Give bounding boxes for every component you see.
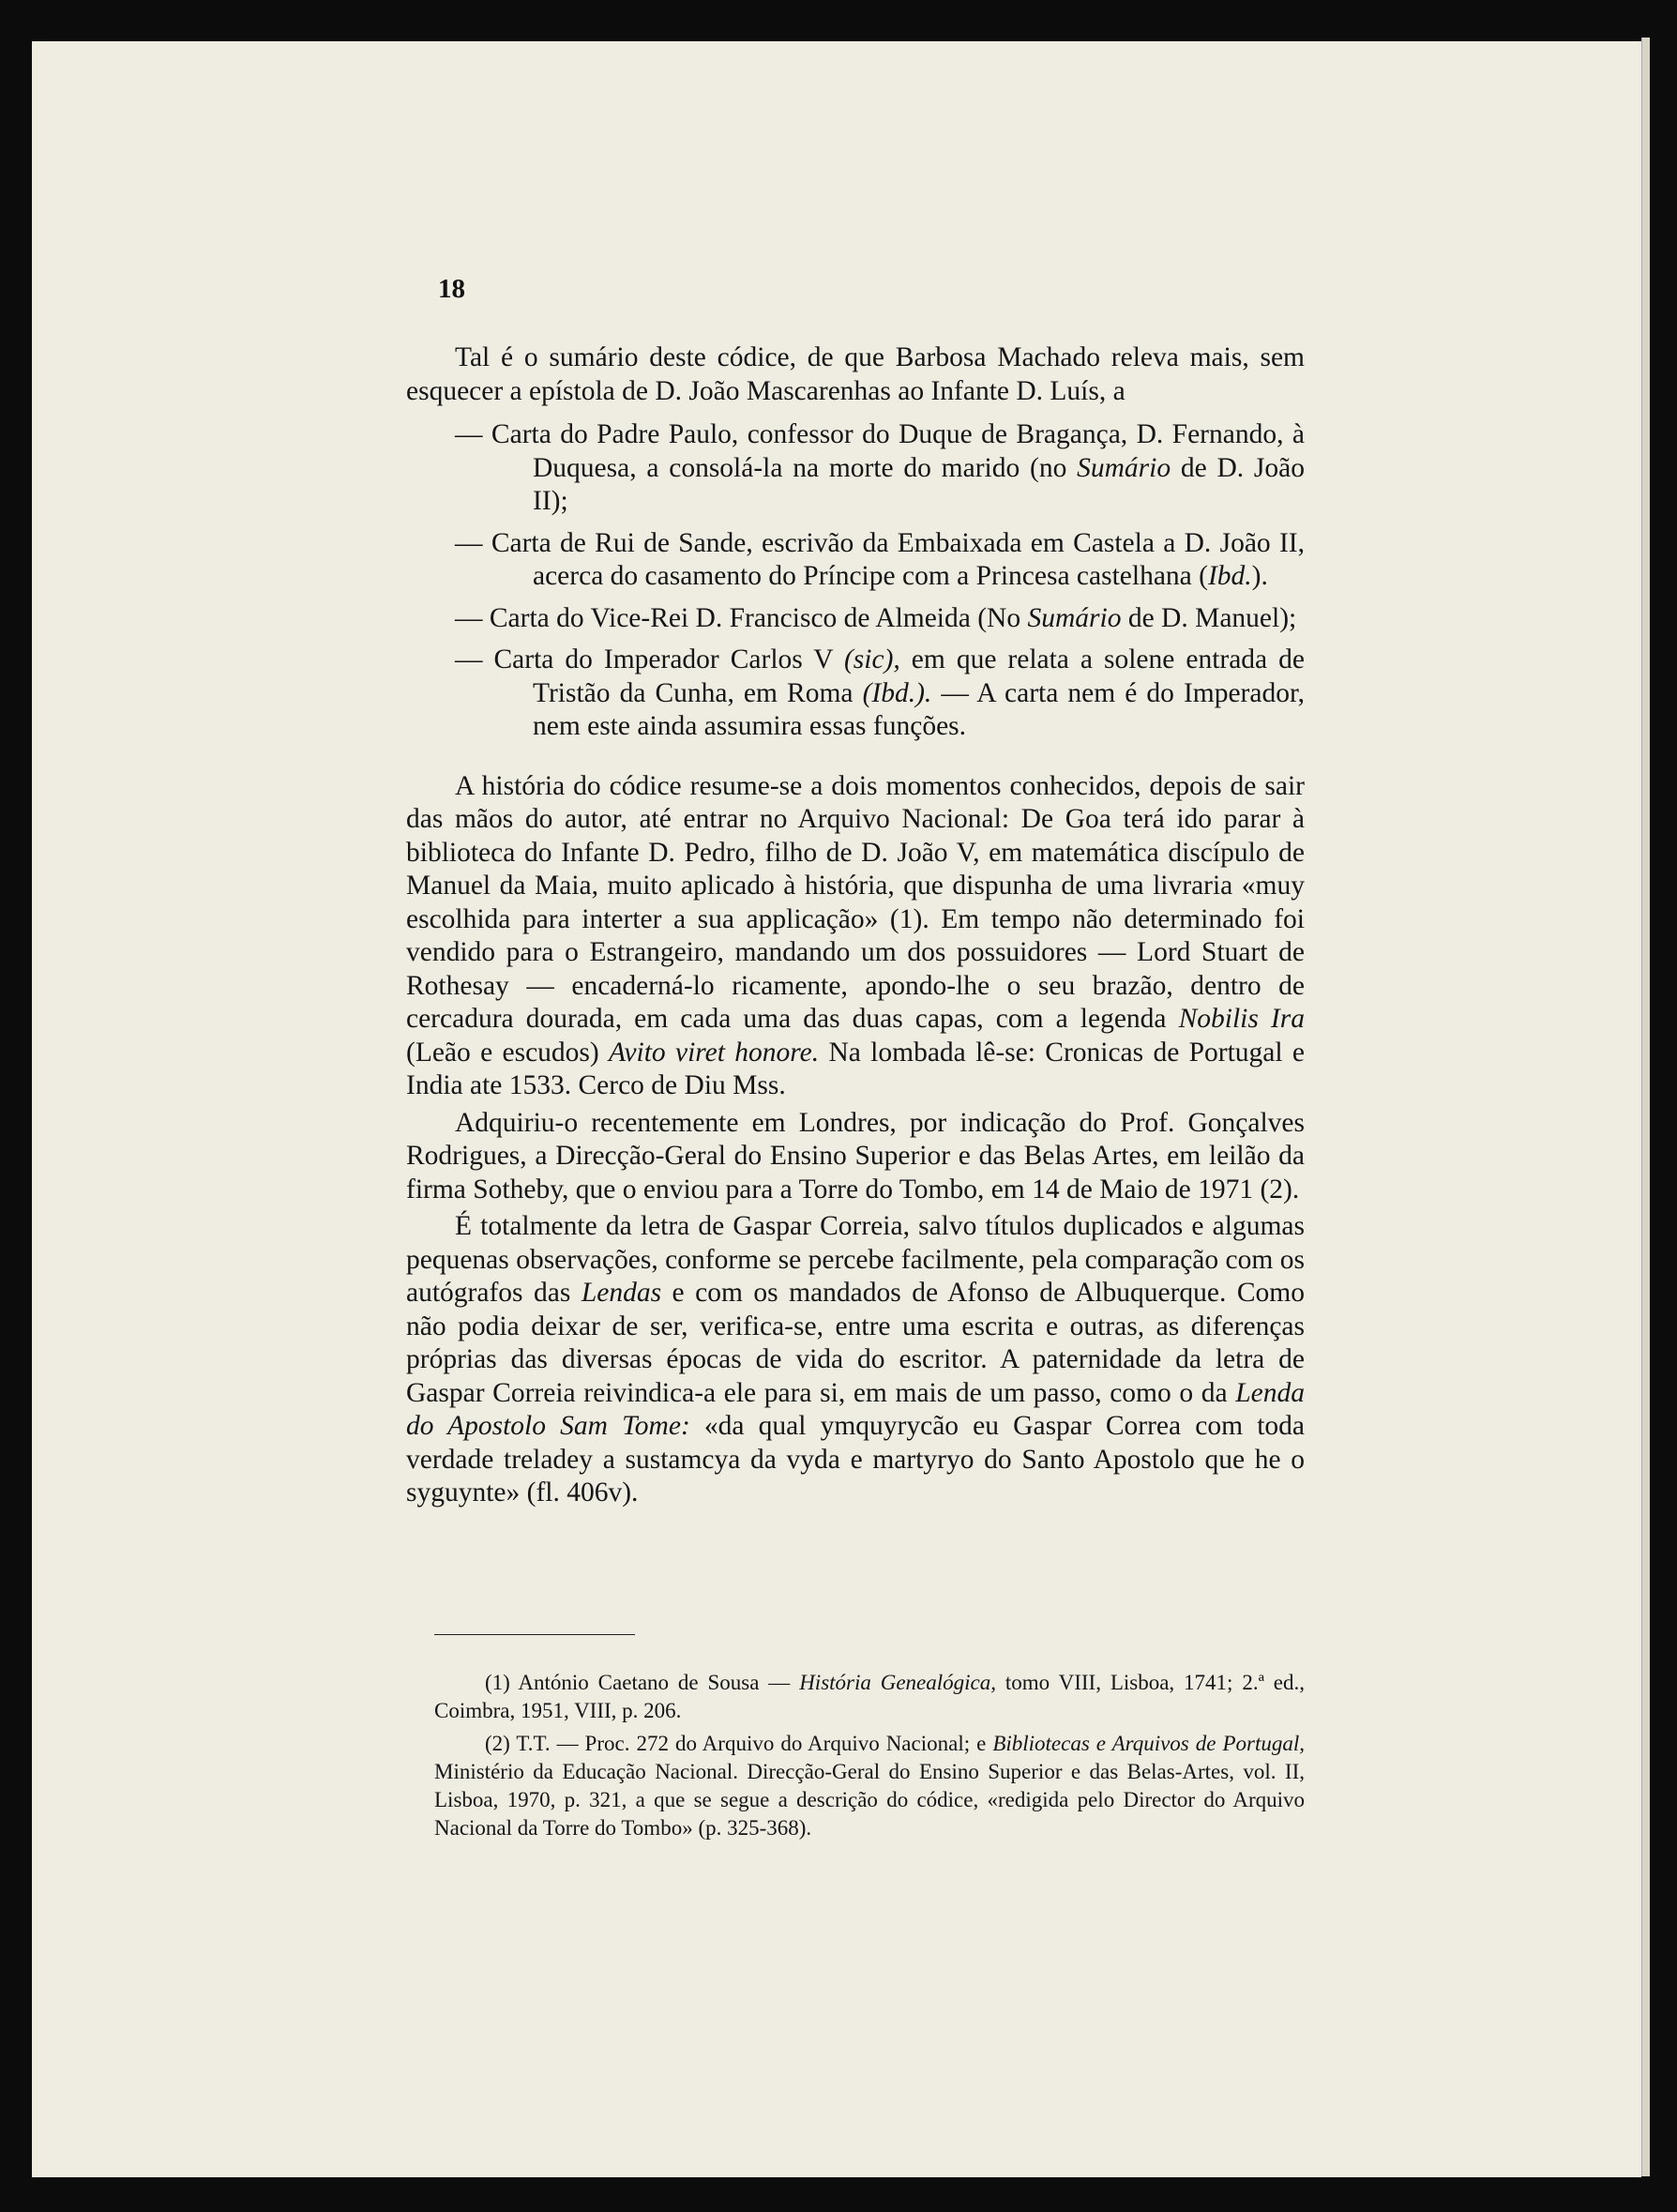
intro-paragraph: Tal é o sumário deste códice, de que Barbosa Machado releva mais, sem esquecer a epístola de D. João Mascarenhas ao Infante D. Luís, a — [406, 342, 1305, 406]
history-paragraph: A história do códice resume-se a dois momentos conhecidos, depois de sair das mãos do autor, até entrar no Arquivo Nacional: De Goa terá ido parar à biblioteca do Infante D. Pedro, filho de D. João V, em matemática discípulo de Manuel da Maia, muito aplicado à história, que dispunha de uma livraria «muy escolhida para interter a sua applicação» (1). Em tempo não determinado foi vendido para o Estrangeiro, mandando um dos possuidores — Lord Stuart de Rothesay — encaderná-lo ricamente, apondo-lhe o seu brazão, dentro de cercadura dourada, em cada uma das duas capas, com a legenda Nobilis Ira (Leão e escudos) Avito viret honore. Na lombada lê-se: Cronicas de Portugal e India ate 1533. Cerco de Diu Mss. — [406, 770, 1305, 1100]
page-number: 18 — [438, 274, 465, 304]
footnote: (2) T.T. — Proc. 272 do Arquivo do Arquivo Nacional; e Bibliotecas e Arquivos de Portugal, Ministério da Educação Nacional. Direcção-Geral do Ensino Superior e das Belas-Artes, vol. II, Lisboa, 1970, p. 321, a que se segue a descrição do códice, «redigida pelo Director do Arquivo Nacional da Torre do Tombo» (p. 325-368). — [434, 1732, 1305, 1840]
main-text — [406, 341, 1305, 1510]
footnote: (1) António Caetano de Sousa — História Genealógica, tomo VIII, Lisboa, 1741; 2.ª ed., Coimbra, 1951, VIII, p. 206. — [434, 1671, 1305, 1722]
list-item: — Carta do Vice-Rei D. Francisco de Almeida (No Sumário de D. Manuel); — [455, 602, 1297, 633]
list-item: — Carta de Rui de Sande, escrivão da Embaixada em Castela a D. João II, acerca do casamento do Príncipe com a Princesa castelhana (Ibd.). — [455, 527, 1306, 591]
page-edge — [1641, 38, 1650, 2176]
list-item: — Carta do Imperador Carlos V (sic), em que relata a solene entrada de Tristão da Cunha, em Roma (Ibd.). — A carta nem é do Imperador, nem este ainda assumira essas funções. — [455, 644, 1305, 741]
footnotes — [434, 1669, 1305, 1847]
acquisition-paragraph: Adquiriu-o recentemente em Londres, por indicação do Prof. Gonçalves Rodrigues, a Direcção-Geral do Ensino Superior e das Belas Artes, em leilão da firma Sotheby, que o enviou para a Torre do Tombo, em 14 de Maio de 1971 (2). — [406, 1107, 1305, 1204]
list-item: — Carta do Padre Paulo, confessor do Duque de Bragança, D. Fernando, à Duquesa, a consolá-la na morte do marido (no Sumário de D. João II); — [455, 419, 1305, 516]
footnote-rule — [434, 1634, 635, 1635]
authorship-paragraph: É totalmente da letra de Gaspar Correia, salvo títulos duplicados e algumas pequenas observações, conforme se percebe facilmente, pela comparação com os autógrafos das Lendas e com os mandados de Afonso de Albuquerque. Como não podia deixar de ser, verifica-se, entre uma escrita e outras, as diferenças próprias das diversas épocas de vida do escritor. A paternidade da letra de Gaspar Correia reivindica-a ele para si, em mais de um passo, como o da Lenda do Apostolo Sam Tome: «da qual ymquyrycão eu Gaspar Correa com toda verdade treladey a sustamcya da vyda e martyryo do Santo Apostolo que he o syguynte» (fl. 406v). — [406, 1211, 1305, 1507]
letters-list — [406, 418, 1305, 744]
